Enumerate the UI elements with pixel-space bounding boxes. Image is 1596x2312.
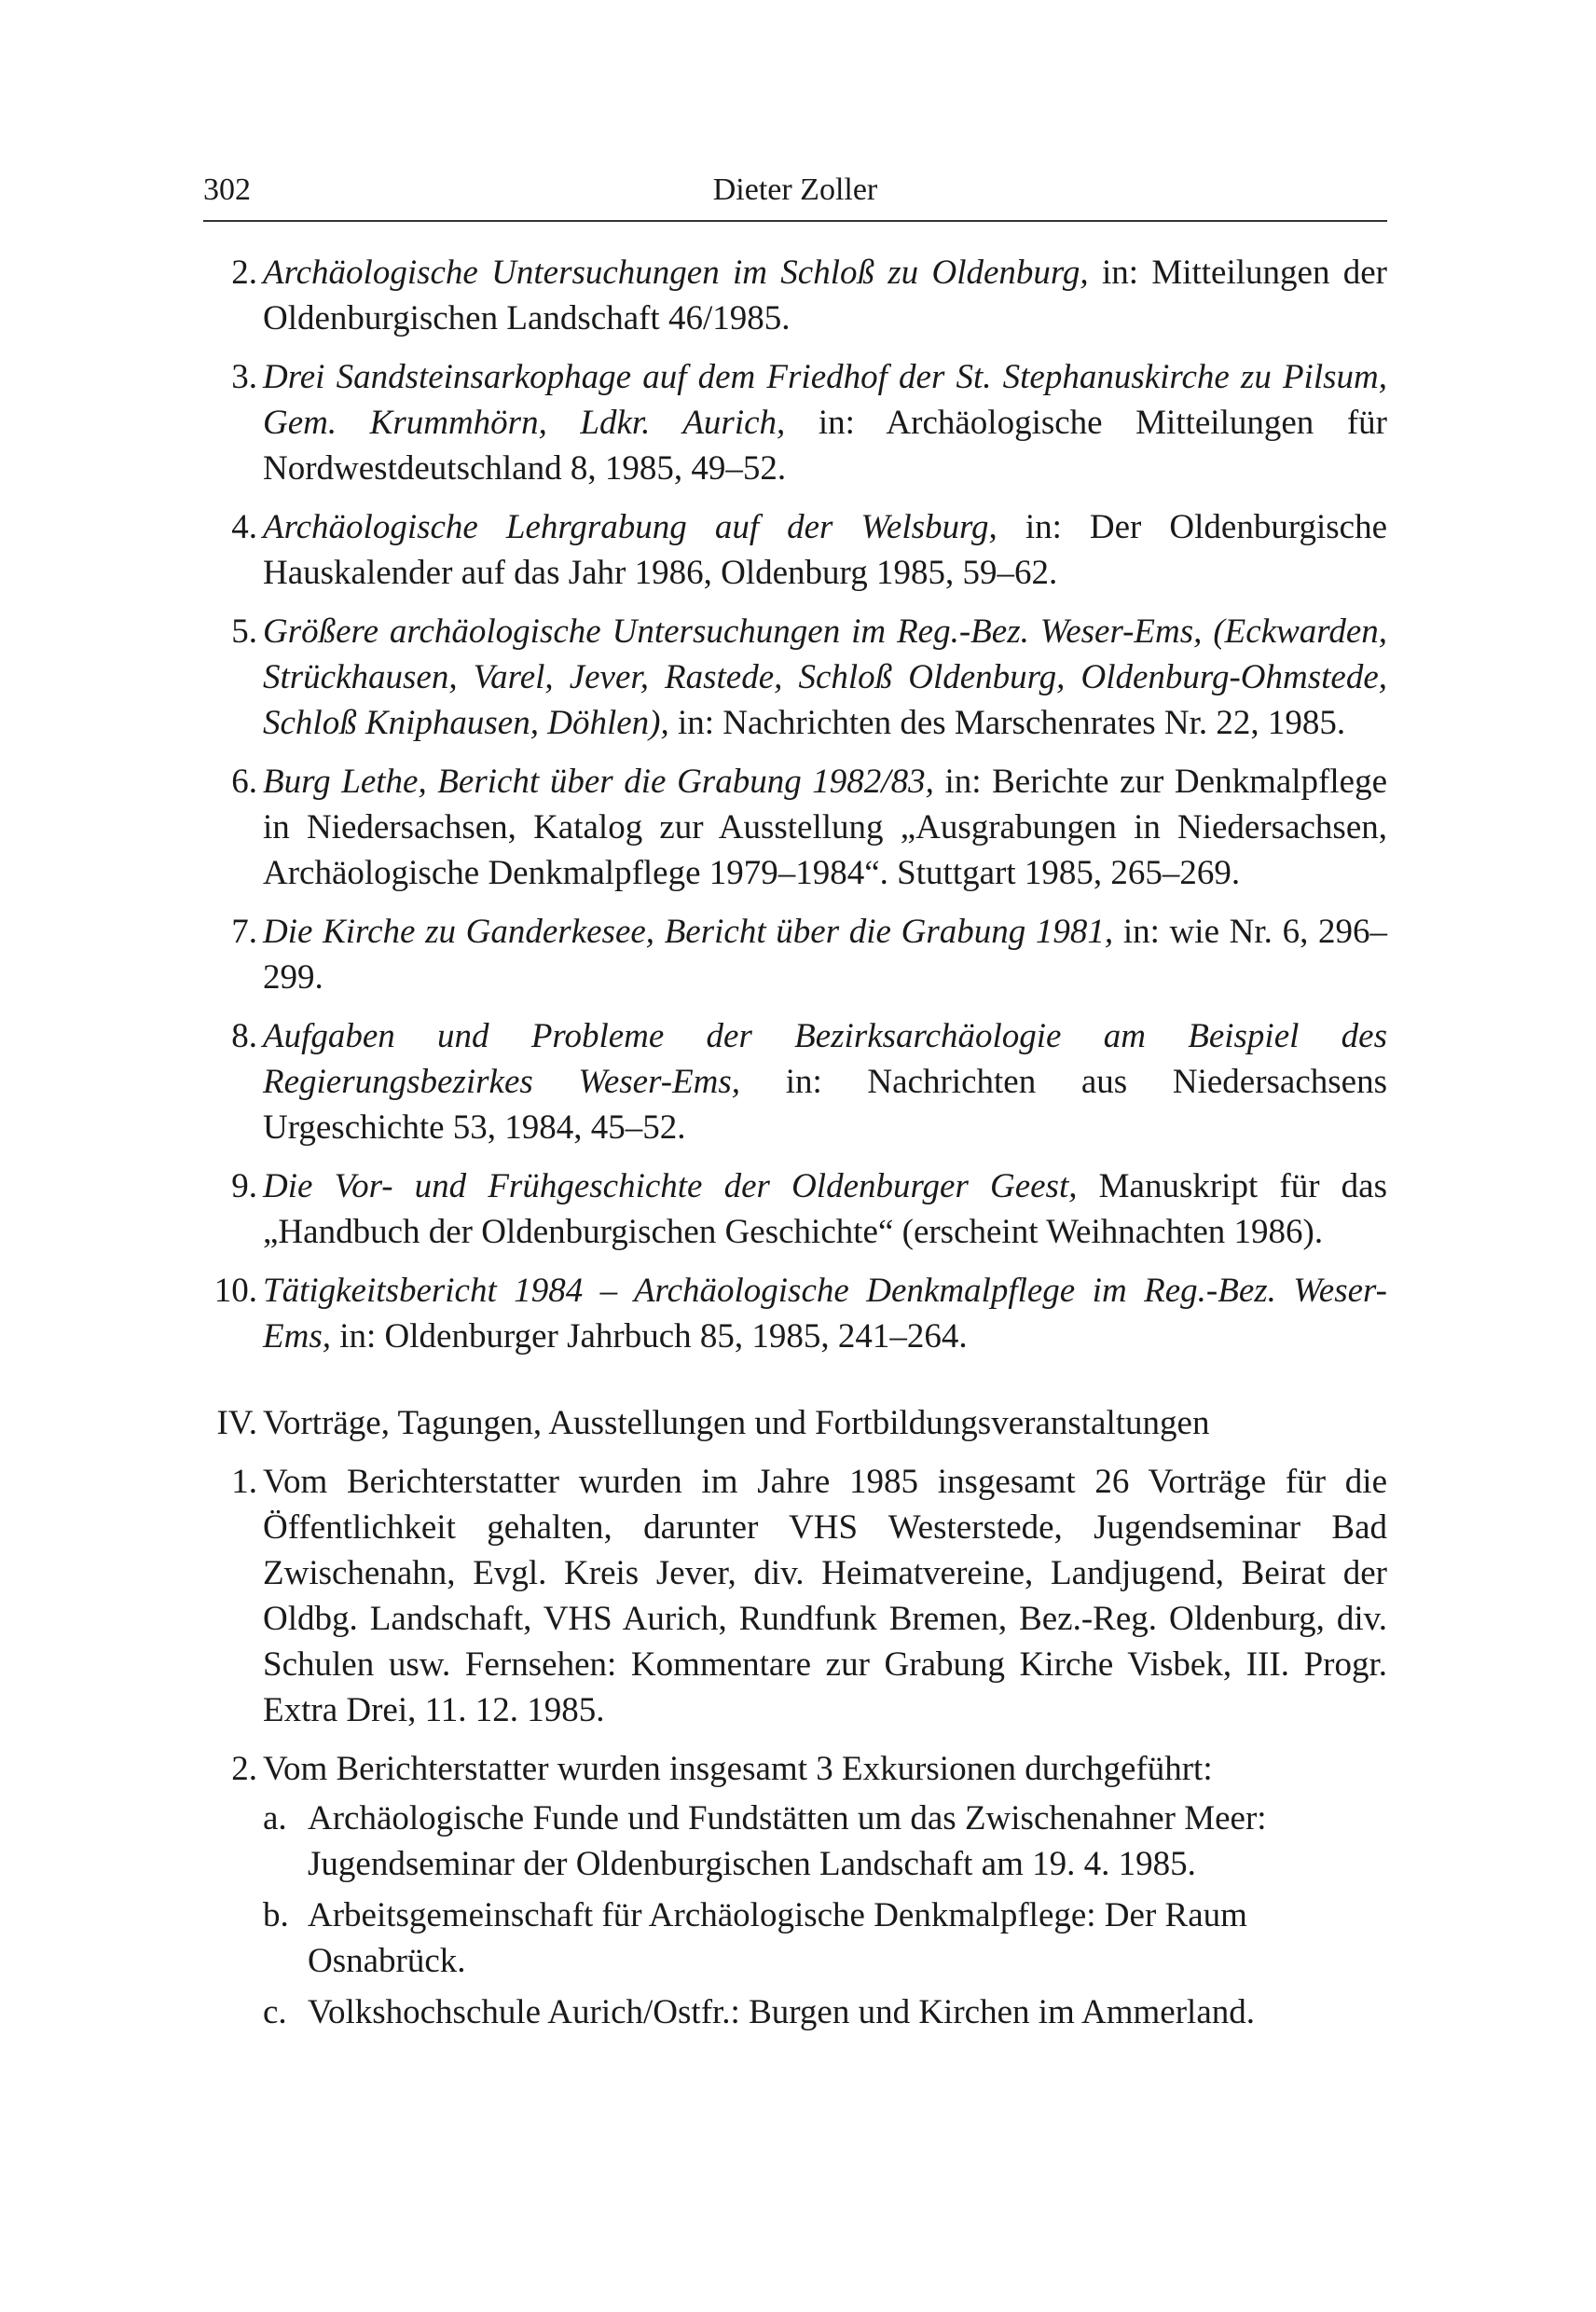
entry-number: 5. bbox=[231, 612, 257, 651]
entry-number: 4. bbox=[231, 508, 257, 546]
entry-number: 7. bbox=[231, 913, 257, 951]
entry-title: Aufgaben und Probleme der Bezirksarchäologie am Beispiel des Regierungsbezirkes Weser-Ems, bbox=[263, 1017, 1387, 1101]
entry-text bbox=[263, 1268, 1387, 1359]
section-title: Vorträge, Tagungen, Ausstellungen und Fortbildungsveranstaltungen bbox=[263, 1404, 1210, 1442]
excursion-list bbox=[263, 1796, 1387, 2035]
entry-title: Archäologische Lehrgrabung auf der Welsburg, bbox=[263, 508, 998, 546]
entry-source: in: Berichte zur Denkmalpflege in Niedersachsen, Katalog zur Ausstellung „Ausgrabungen in Niedersachsen, Archäologische Denkmalpflege 1979–1984“. Stuttgart 1985, 265–269. bbox=[263, 763, 1388, 892]
entry-title: Tätigkeitsbericht 1984 – Archäologische Denkmalpflege im Reg.-Bez. Weser-Ems, bbox=[263, 1272, 1387, 1356]
excursion-letter: c. bbox=[263, 1993, 287, 2031]
entry-text bbox=[263, 759, 1387, 896]
entry-text bbox=[263, 609, 1387, 746]
entry-number: 9. bbox=[231, 1167, 257, 1205]
section-item bbox=[203, 1459, 1387, 1733]
entry-source: in: Archäologische Mitteilungen für Nordwestdeutschland 8, 1985, 49–52. bbox=[263, 404, 1387, 488]
entry-text bbox=[263, 504, 1387, 596]
entry-source: in: Mitteilungen der Oldenburgischen Landschaft 46/1985. bbox=[263, 254, 1387, 337]
excursion-item bbox=[263, 1892, 1387, 1984]
entry-source: in: Oldenburger Jahrbuch 85, 1985, 241–264. bbox=[330, 1317, 968, 1356]
excursion-item bbox=[263, 1796, 1387, 1887]
excursion-letter: a. bbox=[263, 1799, 287, 1837]
header-rule bbox=[203, 220, 1387, 222]
publication-entry bbox=[203, 354, 1387, 491]
item-text: Vom Berichterstatter wurden im Jahre 1985 insgesamt 26 Vorträge für die Öffentlichkeit gehalten, darunter VHS Westerstede, Jugendseminar Bad Zwischenahn, Evgl. Kreis Jever, div. Heimatvereine, Landjugend, Beirat der Oldbg. Landschaft, VHS Aurich, Rundfunk Bremen, Bez.-Reg. Oldenburg, div. Schulen usw. Fernsehen: Kommentare zur Grabung Kirche Visbek, III. Progr. Extra Drei, 11. 12. 1985. bbox=[263, 1463, 1387, 1729]
publication-entry bbox=[203, 609, 1387, 746]
excursion-item bbox=[263, 1989, 1387, 2035]
publication-entry bbox=[203, 759, 1387, 896]
entry-number: 6. bbox=[231, 763, 257, 801]
entry-number: 2. bbox=[231, 254, 257, 292]
page-content bbox=[203, 250, 1387, 2048]
entry-title: Archäologische Untersuchungen im Schloß zu Oldenburg, bbox=[263, 254, 1089, 292]
publication-entry bbox=[203, 504, 1387, 596]
entry-source: in: Nachrichten aus Niedersachsens Urgeschichte 53, 1984, 45–52. bbox=[263, 1063, 1387, 1147]
entry-number: 10. bbox=[213, 1272, 257, 1310]
page-number: 302 bbox=[203, 172, 251, 207]
publication-entry bbox=[203, 1268, 1387, 1359]
section-heading bbox=[203, 1400, 1387, 1446]
publication-entry bbox=[203, 250, 1387, 341]
entry-source: in: Nachrichten des Marschenrates Nr. 22, 1985. bbox=[668, 704, 1346, 742]
section-item bbox=[203, 1746, 1387, 2035]
entry-title: Drei Sandsteinsarkophage auf dem Friedhof der St. Stephanuskirche zu Pilsum, Gem. Krummhörn, Ldkr. Aurich, bbox=[263, 358, 1387, 442]
item-number: 1. bbox=[231, 1463, 257, 1501]
item-number: 2. bbox=[231, 1750, 257, 1788]
entry-title: Die Vor- und Frühgeschichte der Oldenburger Geest, bbox=[263, 1167, 1078, 1205]
excursion-letter: b. bbox=[263, 1896, 289, 1934]
entry-source: Manuskript für das „Handbuch der Oldenburgischen Geschichte“ (erscheint Weihnachten 1986). bbox=[263, 1167, 1387, 1251]
entry-text bbox=[263, 909, 1387, 1000]
entry-number: 3. bbox=[231, 358, 257, 396]
running-title: Dieter Zoller bbox=[712, 172, 878, 207]
excursion-text: Archäologische Funde und Fundstätten um das Zwischenahner Meer: Jugendseminar der Oldenburgischen Landschaft am 19. 4. 1985. bbox=[308, 1799, 1267, 1883]
item-text: Vom Berichterstatter wurden insgesamt 3 Exkursionen durchgeführt: bbox=[263, 1750, 1213, 1788]
entry-title: Die Kirche zu Ganderkesee, Bericht über die Grabung 1981, bbox=[263, 913, 1114, 951]
publication-entry bbox=[203, 1163, 1387, 1255]
publication-entry bbox=[203, 909, 1387, 1000]
entry-number: 8. bbox=[231, 1017, 257, 1055]
entry-text bbox=[263, 1163, 1387, 1255]
entry-title: Größere archäologische Untersuchungen im Reg.-Bez. Weser-Ems, (Eckwarden, Strückhausen, Varel, Jever, Rastede, Schloß Oldenburg, Oldenburg-Ohmstede, Schloß Kniphausen, Döhlen), bbox=[263, 612, 1387, 742]
excursion-text: Arbeitsgemeinschaft für Archäologische Denkmalpflege: Der Raum Osnabrück. bbox=[308, 1896, 1247, 1980]
entry-text bbox=[263, 354, 1387, 491]
entry-source: in: Der Oldenburgische Hauskalender auf das Jahr 1986, Oldenburg 1985, 59–62. bbox=[263, 508, 1387, 592]
entry-source: in: wie Nr. 6, 296–299. bbox=[263, 913, 1388, 997]
entry-title: Burg Lethe, Bericht über die Grabung 1982/83, bbox=[263, 763, 934, 801]
section-number: IV. bbox=[216, 1404, 257, 1442]
page-header bbox=[203, 166, 1387, 214]
excursion-text: Volkshochschule Aurich/Ostfr.: Burgen und Kirchen im Ammerland. bbox=[308, 1993, 1256, 2031]
publication-entry bbox=[203, 1013, 1387, 1150]
entry-text bbox=[263, 250, 1387, 341]
entry-text bbox=[263, 1013, 1387, 1150]
